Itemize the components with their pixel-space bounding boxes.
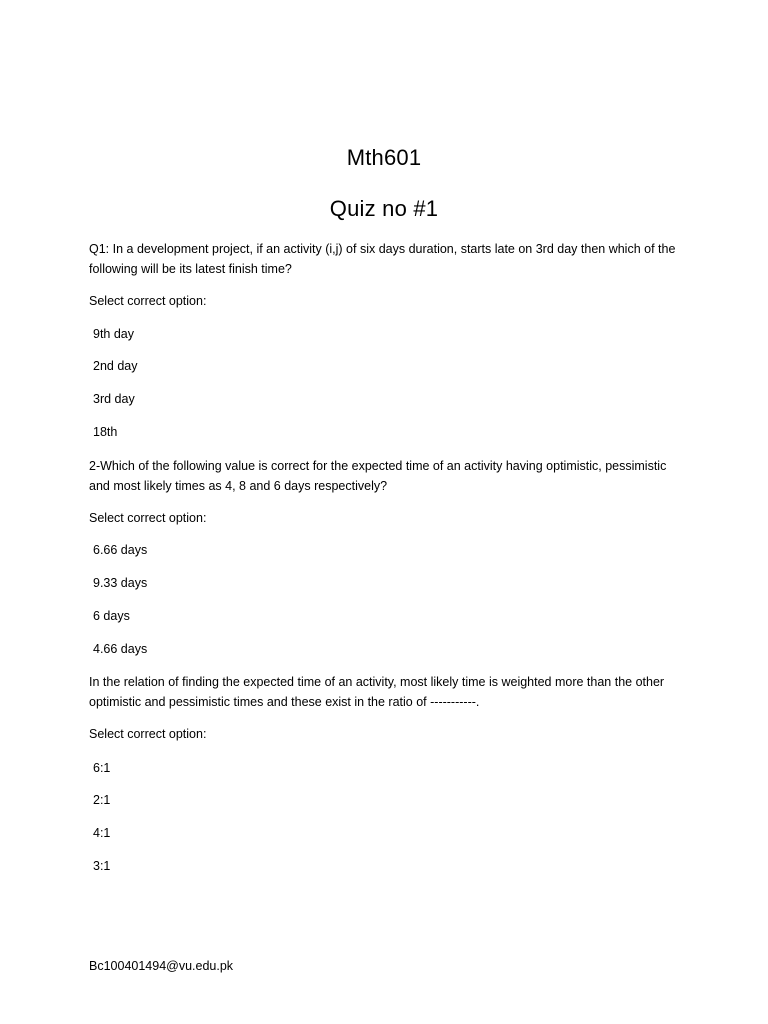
question-3-option-2: 2:1 xyxy=(93,793,111,807)
question-2-text: 2-Which of the following value is correct for the expected time of an activity having optimistic, pessimistic and most likely times as 4, 8 and 6 days respectively? xyxy=(89,459,667,493)
question-3-option-3: 4:1 xyxy=(93,826,111,840)
course-title: Mth601 xyxy=(346,145,422,170)
question-1-text: Q1: In a development project, if an activity (i,j) of six days duration, starts late on 3rd day then which of the following will be its latest finish time? xyxy=(89,242,676,276)
question-1-option-4: 18th xyxy=(93,425,118,439)
question-2-option-3: 6 days xyxy=(93,609,130,623)
question-1-option-2: 2nd day xyxy=(93,359,138,373)
question-3-text: In the relation of finding the expected time of an activity, most likely time is weighted more than the other optimistic and pessimistic times and these exist in the ratio of -----------. xyxy=(89,675,665,709)
footer-email: Bc100401494@vu.edu.pk xyxy=(89,959,234,973)
question-3-option-1: 6:1 xyxy=(93,761,111,775)
question-1-option-1: 9th day xyxy=(93,327,135,341)
question-2-option-4: 4.66 days xyxy=(93,642,148,656)
question-2-option-1: 6.66 days xyxy=(93,543,148,557)
question-1-select-label: Select correct option: xyxy=(89,294,207,308)
question-2-option-2: 9.33 days xyxy=(93,576,148,590)
question-3-select-label: Select correct option: xyxy=(89,727,207,741)
quiz-title: Quiz no #1 xyxy=(329,196,439,221)
question-2-select-label: Select correct option: xyxy=(89,511,207,525)
question-3-option-4: 3:1 xyxy=(93,859,111,873)
question-1-option-3: 3rd day xyxy=(93,392,135,406)
